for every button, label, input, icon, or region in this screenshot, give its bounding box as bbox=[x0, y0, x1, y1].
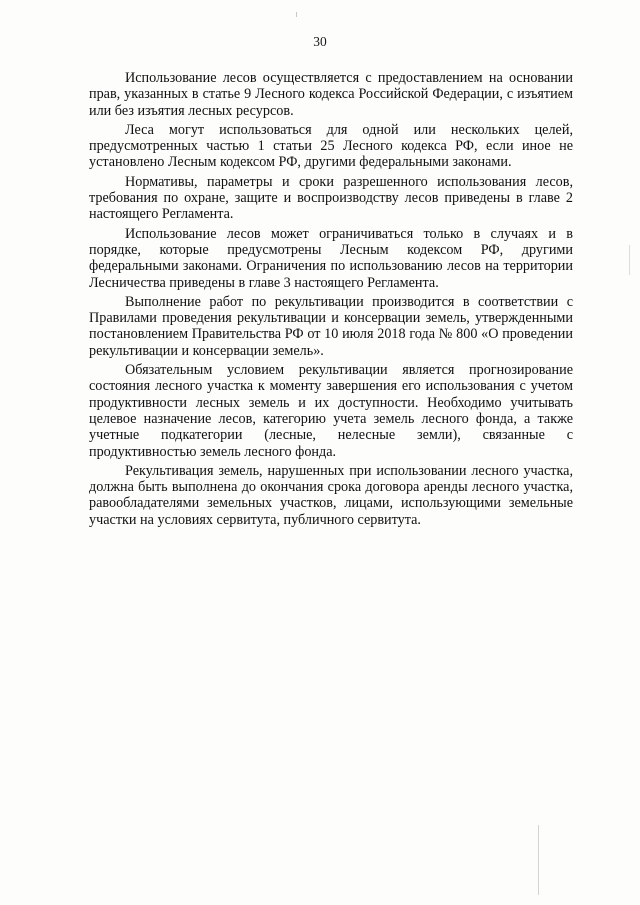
paragraph: Нормативы, параметры и сроки разрешенного использования лесов, требования по охране, защите и воспроизводству лесов приведены в главе 2 настоящего Регламента. bbox=[89, 173, 573, 223]
paragraph: Леса могут использоваться для одной или нескольких целей, предусмотренных частью 1 статьи 25 Лесного кодекса РФ, если иное не установлено Лесным кодексом РФ, другими федеральными законами. bbox=[89, 121, 573, 171]
page-number: 30 bbox=[313, 34, 327, 49]
scan-artifact bbox=[629, 245, 630, 275]
scan-artifact bbox=[538, 825, 539, 895]
scan-artifact bbox=[296, 12, 297, 17]
paragraph: Обязательным условием рекультивации является прогнозирование состояния лесного участка к моменту завершения его использования с учетом продуктивности лесных земель и их доступности. Необходимо учитывать целевое назначение лесов, категорию учета земель лесного фонда, а также учетные подкатегории (лесные, нелесные земли), связанные с продуктивностью земель лесного фонда. bbox=[89, 362, 573, 460]
document-body bbox=[89, 70, 573, 531]
paragraph: Выполнение работ по рекультивации производится в соответствии с Правилами проведения рекультивации и консервации земель, утвержденными постановлением Правительства РФ от 10 июля 2018 года № 800 «О проведении рекультивации и консервации земель». bbox=[89, 293, 573, 359]
paragraph: Рекультивация земель, нарушенных при использовании лесного участка, должна быть выполнена до окончания срока договора аренды лесного участка, равообладателями земельных участков, лицами, использующими земельные участки на условиях сервитута, публичного сервитута. bbox=[89, 462, 573, 528]
paragraph: Использование лесов может ограничиваться только в случаях и в порядке, которые предусмотрены Лесным кодексом РФ, другими федеральными законами. Ограничения по использованию лесов на территории Лесничества приведены в главе 3 настоящего Регламента. bbox=[89, 225, 573, 291]
paragraph: Использование лесов осуществляется с предоставлением на основании прав, указанных в статье 9 Лесного кодекса Российской Федерации, с изъятием или без изъятия лесных ресурсов. bbox=[89, 70, 573, 119]
